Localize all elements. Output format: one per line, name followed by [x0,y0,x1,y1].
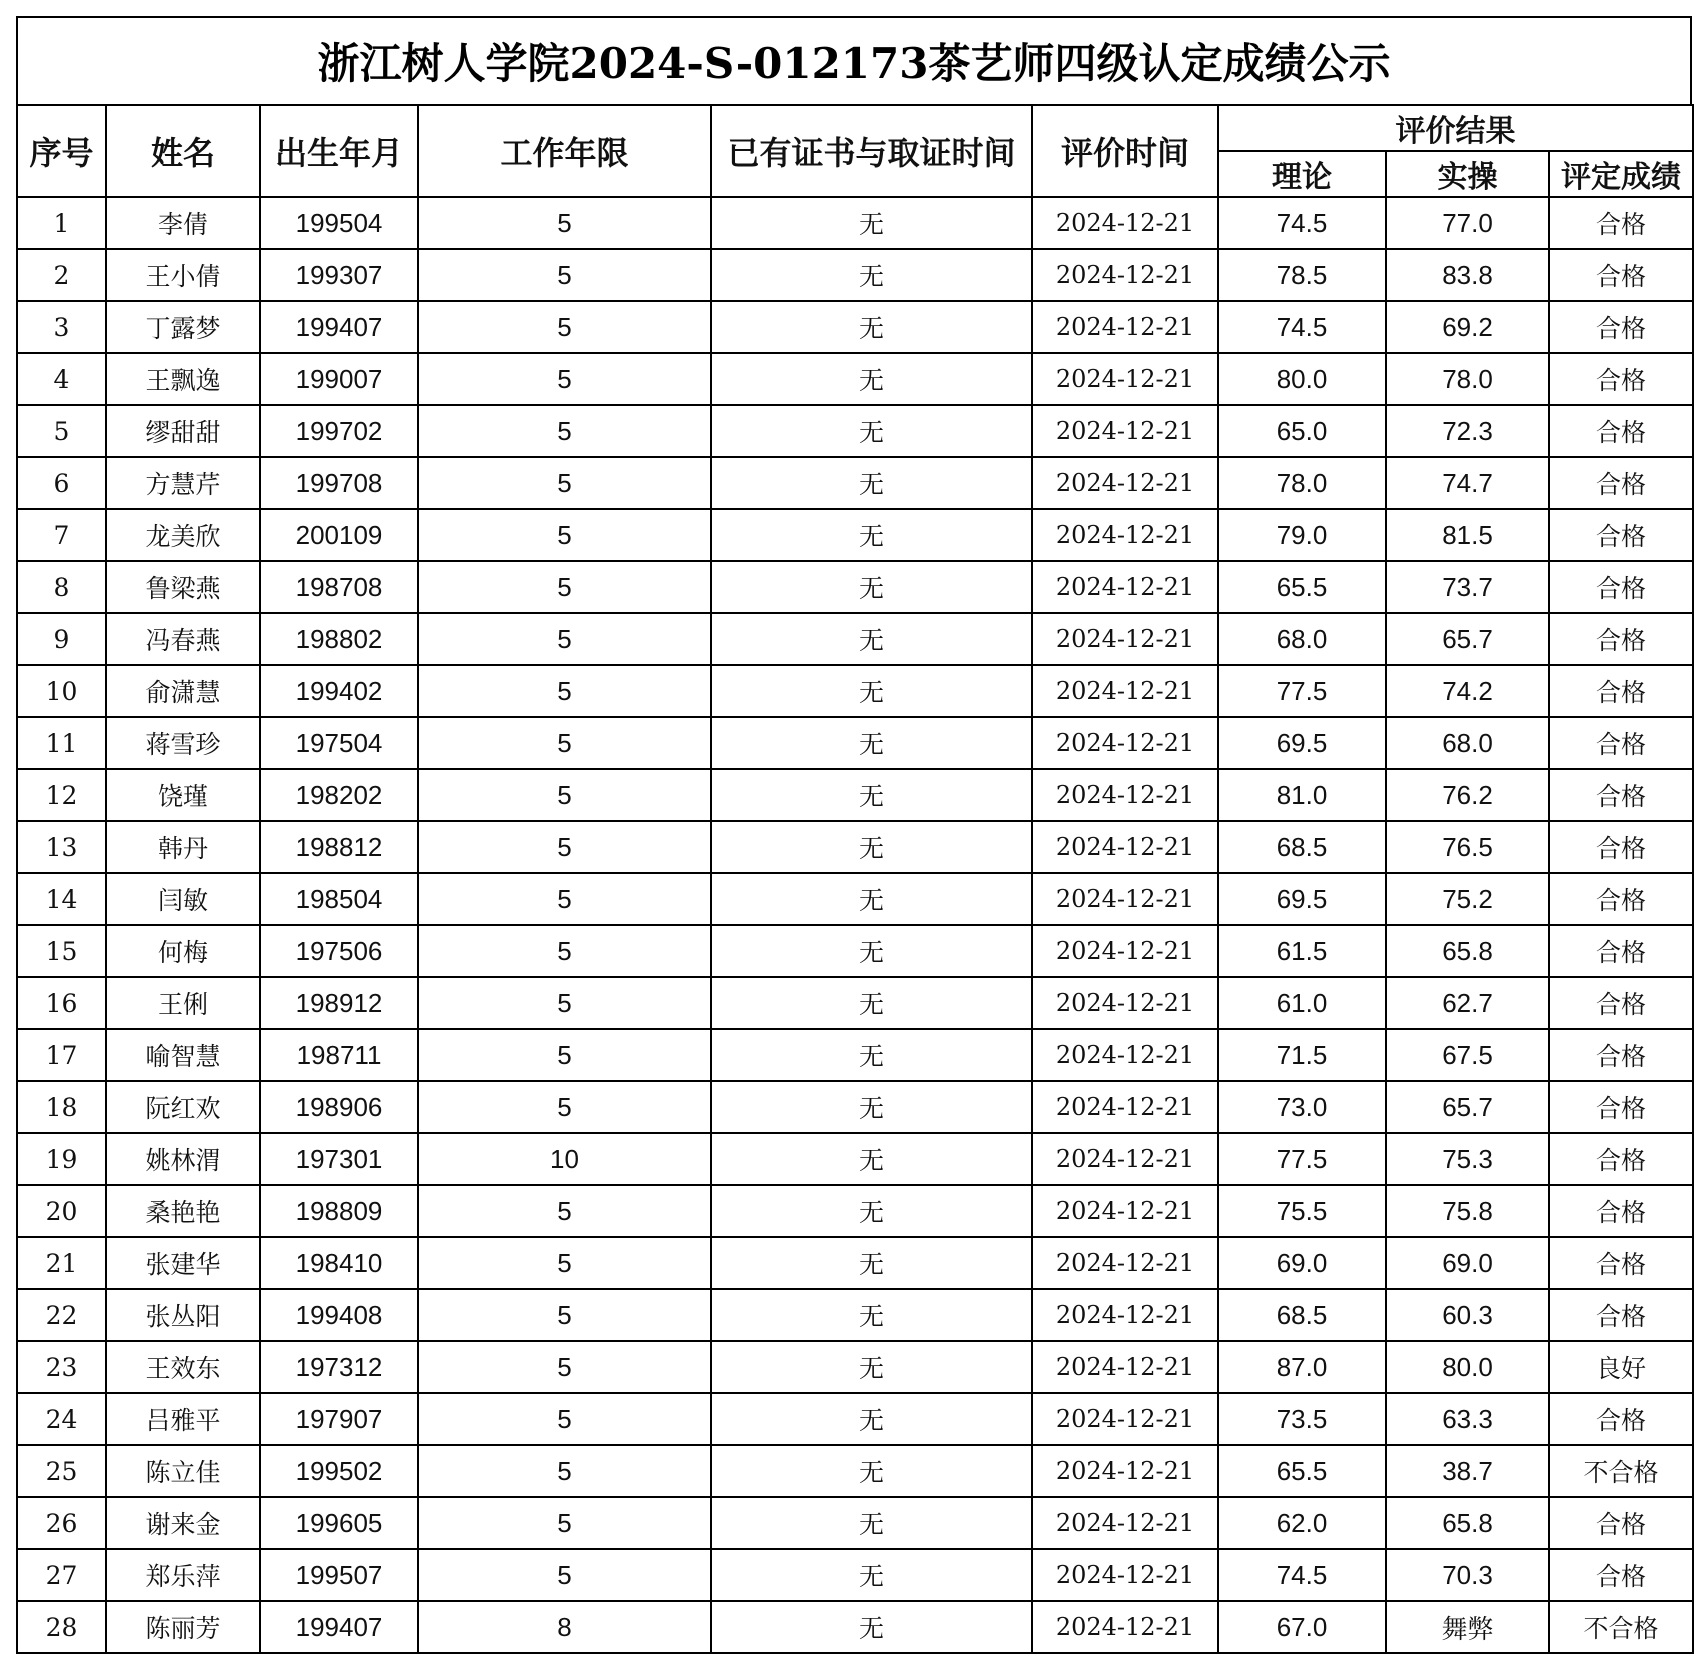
table-row [17,561,1693,613]
cell-index: 18 [17,1081,106,1133]
cell-practice-score: 68.0 [1386,717,1549,769]
cell-theory-score: 79.0 [1218,509,1386,561]
table-row [17,197,1693,249]
cell-practice-score: 74.2 [1386,665,1549,717]
cell-grade: 不合格 [1549,1601,1693,1653]
cell-name: 王俐 [106,977,260,1029]
cell-work-years: 5 [418,1549,711,1601]
header-grade: 评定成绩 [1549,151,1693,197]
cell-name: 王效东 [106,1341,260,1393]
cell-index: 25 [17,1445,106,1497]
cell-birth: 198410 [260,1237,418,1289]
table-row [17,405,1693,457]
cell-theory-score: 69.5 [1218,873,1386,925]
cell-birth: 199408 [260,1289,418,1341]
header-index: 序号 [17,105,106,197]
cell-grade: 合格 [1549,249,1693,301]
cell-birth: 198202 [260,769,418,821]
cell-work-years: 5 [418,1029,711,1081]
cell-work-years: 10 [418,1133,711,1185]
cell-grade: 合格 [1549,1133,1693,1185]
cell-certificate: 无 [711,1133,1032,1185]
cell-practice-score: 81.5 [1386,509,1549,561]
cell-practice-score: 75.2 [1386,873,1549,925]
cell-theory-score: 67.0 [1218,1601,1386,1653]
cell-eval-date: 2024-12-21 [1032,613,1218,665]
cell-work-years: 5 [418,665,711,717]
cell-certificate: 无 [711,925,1032,977]
header-result-group: 评价结果 [1218,105,1693,151]
cell-work-years: 5 [418,249,711,301]
cell-grade: 合格 [1549,1029,1693,1081]
cell-eval-date: 2024-12-21 [1032,1289,1218,1341]
cell-practice-score: 76.2 [1386,769,1549,821]
cell-index: 10 [17,665,106,717]
cell-theory-score: 78.0 [1218,457,1386,509]
cell-name: 桑艳艳 [106,1185,260,1237]
header-work-years: 工作年限 [418,105,711,197]
cell-index: 6 [17,457,106,509]
cell-eval-date: 2024-12-21 [1032,1549,1218,1601]
cell-eval-date: 2024-12-21 [1032,1081,1218,1133]
cell-certificate: 无 [711,873,1032,925]
cell-grade: 合格 [1549,613,1693,665]
cell-practice-score: 77.0 [1386,197,1549,249]
cell-eval-date: 2024-12-21 [1032,1185,1218,1237]
cell-birth: 199402 [260,665,418,717]
cell-eval-date: 2024-12-21 [1032,925,1218,977]
cell-name: 郑乐萍 [106,1549,260,1601]
cell-eval-date: 2024-12-21 [1032,405,1218,457]
cell-birth: 199507 [260,1549,418,1601]
cell-practice-score: 65.8 [1386,1497,1549,1549]
cell-theory-score: 73.0 [1218,1081,1386,1133]
cell-grade: 合格 [1549,457,1693,509]
cell-certificate: 无 [711,301,1032,353]
cell-name: 张建华 [106,1237,260,1289]
table-body [17,197,1693,1653]
cell-eval-date: 2024-12-21 [1032,197,1218,249]
cell-index: 16 [17,977,106,1029]
cell-practice-score: 69.0 [1386,1237,1549,1289]
cell-theory-score: 65.5 [1218,1445,1386,1497]
cell-birth: 197504 [260,717,418,769]
cell-eval-date: 2024-12-21 [1032,1133,1218,1185]
cell-theory-score: 74.5 [1218,197,1386,249]
cell-grade: 良好 [1549,1341,1693,1393]
cell-name: 张丛阳 [106,1289,260,1341]
cell-eval-date: 2024-12-21 [1032,1237,1218,1289]
header-name: 姓名 [106,105,260,197]
cell-practice-score: 75.8 [1386,1185,1549,1237]
cell-eval-date: 2024-12-21 [1032,457,1218,509]
cell-grade: 合格 [1549,925,1693,977]
cell-practice-score: 72.3 [1386,405,1549,457]
cell-work-years: 5 [418,1393,711,1445]
cell-theory-score: 77.5 [1218,1133,1386,1185]
cell-work-years: 5 [418,925,711,977]
cell-birth: 199407 [260,301,418,353]
table-row [17,1081,1693,1133]
cell-work-years: 5 [418,1185,711,1237]
cell-grade: 合格 [1549,717,1693,769]
cell-name: 闫敏 [106,873,260,925]
cell-practice-score: 62.7 [1386,977,1549,1029]
cell-theory-score: 71.5 [1218,1029,1386,1081]
cell-index: 24 [17,1393,106,1445]
cell-name: 龙美欣 [106,509,260,561]
cell-grade: 不合格 [1549,1445,1693,1497]
table-row [17,1289,1693,1341]
table-row [17,249,1693,301]
cell-theory-score: 62.0 [1218,1497,1386,1549]
cell-certificate: 无 [711,457,1032,509]
cell-certificate: 无 [711,613,1032,665]
cell-certificate: 无 [711,821,1032,873]
cell-grade: 合格 [1549,405,1693,457]
cell-birth: 198708 [260,561,418,613]
cell-index: 9 [17,613,106,665]
cell-grade: 合格 [1549,769,1693,821]
cell-grade: 合格 [1549,509,1693,561]
cell-eval-date: 2024-12-21 [1032,301,1218,353]
table-row [17,509,1693,561]
cell-certificate: 无 [711,977,1032,1029]
cell-birth: 198802 [260,613,418,665]
cell-certificate: 无 [711,561,1032,613]
cell-work-years: 5 [418,561,711,613]
cell-grade: 合格 [1549,1393,1693,1445]
table-header [17,105,1693,197]
cell-name: 俞潇慧 [106,665,260,717]
cell-name: 阮红欢 [106,1081,260,1133]
cell-name: 喻智慧 [106,1029,260,1081]
table-row [17,353,1693,405]
table-row [17,1237,1693,1289]
table-row [17,873,1693,925]
table-row [17,457,1693,509]
cell-eval-date: 2024-12-21 [1032,977,1218,1029]
cell-eval-date: 2024-12-21 [1032,561,1218,613]
cell-grade: 合格 [1549,977,1693,1029]
cell-birth: 198809 [260,1185,418,1237]
table-row [17,977,1693,1029]
cell-name: 丁露梦 [106,301,260,353]
cell-grade: 合格 [1549,561,1693,613]
cell-practice-score: 83.8 [1386,249,1549,301]
cell-certificate: 无 [711,1185,1032,1237]
cell-practice-score: 65.8 [1386,925,1549,977]
header-theory: 理论 [1218,151,1386,197]
cell-birth: 199605 [260,1497,418,1549]
cell-work-years: 5 [418,1081,711,1133]
cell-name: 王飘逸 [106,353,260,405]
table-row [17,1497,1693,1549]
cell-certificate: 无 [711,1549,1032,1601]
cell-theory-score: 77.5 [1218,665,1386,717]
cell-work-years: 5 [418,821,711,873]
table-row [17,1185,1693,1237]
cell-practice-score: 38.7 [1386,1445,1549,1497]
cell-grade: 合格 [1549,821,1693,873]
cell-eval-date: 2024-12-21 [1032,769,1218,821]
cell-practice-score: 80.0 [1386,1341,1549,1393]
cell-name: 陈立佳 [106,1445,260,1497]
cell-index: 19 [17,1133,106,1185]
cell-birth: 199502 [260,1445,418,1497]
cell-birth: 199307 [260,249,418,301]
cell-eval-date: 2024-12-21 [1032,1445,1218,1497]
cell-grade: 合格 [1549,1289,1693,1341]
cell-certificate: 无 [711,509,1032,561]
cell-name: 鲁梁燕 [106,561,260,613]
cell-index: 12 [17,769,106,821]
cell-practice-score: 73.7 [1386,561,1549,613]
cell-grade: 合格 [1549,873,1693,925]
cell-work-years: 5 [418,405,711,457]
cell-certificate: 无 [711,1341,1032,1393]
cell-index: 20 [17,1185,106,1237]
cell-eval-date: 2024-12-21 [1032,717,1218,769]
cell-certificate: 无 [711,1289,1032,1341]
cell-theory-score: 61.5 [1218,925,1386,977]
cell-work-years: 5 [418,197,711,249]
score-table [16,104,1694,1654]
cell-eval-date: 2024-12-21 [1032,249,1218,301]
table-row [17,613,1693,665]
cell-certificate: 无 [711,717,1032,769]
cell-index: 28 [17,1601,106,1653]
table-row [17,769,1693,821]
cell-work-years: 5 [418,769,711,821]
cell-index: 8 [17,561,106,613]
cell-practice-score: 78.0 [1386,353,1549,405]
cell-eval-date: 2024-12-21 [1032,1393,1218,1445]
cell-work-years: 5 [418,873,711,925]
cell-birth: 198812 [260,821,418,873]
cell-certificate: 无 [711,769,1032,821]
cell-work-years: 5 [418,1341,711,1393]
cell-practice-score: 舞弊 [1386,1601,1549,1653]
cell-certificate: 无 [711,405,1032,457]
cell-theory-score: 68.0 [1218,613,1386,665]
cell-eval-date: 2024-12-21 [1032,873,1218,925]
cell-work-years: 5 [418,1497,711,1549]
cell-birth: 199708 [260,457,418,509]
cell-name: 李倩 [106,197,260,249]
cell-eval-date: 2024-12-21 [1032,353,1218,405]
cell-practice-score: 70.3 [1386,1549,1549,1601]
cell-work-years: 5 [418,301,711,353]
cell-work-years: 5 [418,717,711,769]
cell-name: 韩丹 [106,821,260,873]
table-row [17,1393,1693,1445]
cell-name: 蒋雪珍 [106,717,260,769]
cell-name: 吕雅平 [106,1393,260,1445]
cell-birth: 197312 [260,1341,418,1393]
cell-theory-score: 87.0 [1218,1341,1386,1393]
cell-certificate: 无 [711,353,1032,405]
cell-theory-score: 78.5 [1218,249,1386,301]
cell-work-years: 5 [418,613,711,665]
cell-index: 23 [17,1341,106,1393]
cell-work-years: 5 [418,1237,711,1289]
cell-certificate: 无 [711,1237,1032,1289]
cell-eval-date: 2024-12-21 [1032,1601,1218,1653]
header-practice: 实操 [1386,151,1549,197]
cell-practice-score: 65.7 [1386,1081,1549,1133]
cell-theory-score: 65.0 [1218,405,1386,457]
cell-grade: 合格 [1549,301,1693,353]
cell-eval-date: 2024-12-21 [1032,1497,1218,1549]
table-row [17,665,1693,717]
cell-birth: 199007 [260,353,418,405]
cell-theory-score: 65.5 [1218,561,1386,613]
cell-birth: 199702 [260,405,418,457]
cell-birth: 199407 [260,1601,418,1653]
cell-certificate: 无 [711,197,1032,249]
cell-birth: 198912 [260,977,418,1029]
table-row [17,1549,1693,1601]
cell-work-years: 8 [418,1601,711,1653]
header-eval-time: 评价时间 [1032,105,1218,197]
cell-birth: 198711 [260,1029,418,1081]
cell-name: 方慧芹 [106,457,260,509]
table-row [17,925,1693,977]
cell-work-years: 5 [418,509,711,561]
cell-index: 2 [17,249,106,301]
cell-certificate: 无 [711,1081,1032,1133]
cell-work-years: 5 [418,353,711,405]
cell-grade: 合格 [1549,1549,1693,1601]
cell-birth: 198504 [260,873,418,925]
page-title: 浙江树人学院2024-S-012173茶艺师四级认定成绩公示 [16,16,1692,104]
cell-index: 27 [17,1549,106,1601]
cell-work-years: 5 [418,977,711,1029]
cell-index: 7 [17,509,106,561]
header-certificate: 已有证书与取证时间 [711,105,1032,197]
cell-grade: 合格 [1549,665,1693,717]
cell-eval-date: 2024-12-21 [1032,509,1218,561]
table-row [17,1445,1693,1497]
cell-index: 13 [17,821,106,873]
cell-eval-date: 2024-12-21 [1032,821,1218,873]
cell-practice-score: 67.5 [1386,1029,1549,1081]
cell-birth: 197907 [260,1393,418,1445]
cell-theory-score: 74.5 [1218,1549,1386,1601]
table-row [17,301,1693,353]
cell-name: 陈丽芳 [106,1601,260,1653]
cell-certificate: 无 [711,665,1032,717]
cell-work-years: 5 [418,1445,711,1497]
cell-name: 谢来金 [106,1497,260,1549]
cell-index: 26 [17,1497,106,1549]
table-row [17,1601,1693,1653]
cell-name: 姚林渭 [106,1133,260,1185]
cell-name: 冯春燕 [106,613,260,665]
cell-theory-score: 80.0 [1218,353,1386,405]
header-birth: 出生年月 [260,105,418,197]
cell-index: 22 [17,1289,106,1341]
cell-certificate: 无 [711,1029,1032,1081]
table-row [17,717,1693,769]
cell-birth: 197301 [260,1133,418,1185]
table-row [17,1341,1693,1393]
cell-birth: 197506 [260,925,418,977]
cell-birth: 199504 [260,197,418,249]
cell-theory-score: 68.5 [1218,1289,1386,1341]
cell-theory-score: 73.5 [1218,1393,1386,1445]
cell-certificate: 无 [711,1497,1032,1549]
cell-work-years: 5 [418,457,711,509]
table-row [17,1029,1693,1081]
cell-theory-score: 69.0 [1218,1237,1386,1289]
cell-certificate: 无 [711,1445,1032,1497]
cell-theory-score: 75.5 [1218,1185,1386,1237]
cell-index: 17 [17,1029,106,1081]
cell-index: 21 [17,1237,106,1289]
cell-theory-score: 69.5 [1218,717,1386,769]
cell-index: 1 [17,197,106,249]
cell-practice-score: 63.3 [1386,1393,1549,1445]
cell-eval-date: 2024-12-21 [1032,1029,1218,1081]
cell-grade: 合格 [1549,1237,1693,1289]
cell-practice-score: 69.2 [1386,301,1549,353]
cell-certificate: 无 [711,249,1032,301]
cell-name: 饶瑾 [106,769,260,821]
cell-birth: 200109 [260,509,418,561]
cell-index: 15 [17,925,106,977]
cell-grade: 合格 [1549,197,1693,249]
cell-practice-score: 75.3 [1386,1133,1549,1185]
cell-practice-score: 76.5 [1386,821,1549,873]
cell-theory-score: 74.5 [1218,301,1386,353]
cell-practice-score: 74.7 [1386,457,1549,509]
cell-eval-date: 2024-12-21 [1032,1341,1218,1393]
cell-eval-date: 2024-12-21 [1032,665,1218,717]
cell-theory-score: 68.5 [1218,821,1386,873]
cell-grade: 合格 [1549,1497,1693,1549]
cell-name: 王小倩 [106,249,260,301]
cell-grade: 合格 [1549,353,1693,405]
cell-grade: 合格 [1549,1081,1693,1133]
cell-index: 4 [17,353,106,405]
cell-practice-score: 65.7 [1386,613,1549,665]
cell-index: 3 [17,301,106,353]
cell-name: 缪甜甜 [106,405,260,457]
cell-index: 5 [17,405,106,457]
cell-practice-score: 60.3 [1386,1289,1549,1341]
cell-certificate: 无 [711,1601,1032,1653]
table-row [17,1133,1693,1185]
cell-certificate: 无 [711,1393,1032,1445]
cell-theory-score: 81.0 [1218,769,1386,821]
cell-work-years: 5 [418,1289,711,1341]
table-row [17,821,1693,873]
cell-grade: 合格 [1549,1185,1693,1237]
score-sheet [16,16,1692,1654]
cell-index: 11 [17,717,106,769]
cell-theory-score: 61.0 [1218,977,1386,1029]
cell-index: 14 [17,873,106,925]
cell-name: 何梅 [106,925,260,977]
cell-birth: 198906 [260,1081,418,1133]
